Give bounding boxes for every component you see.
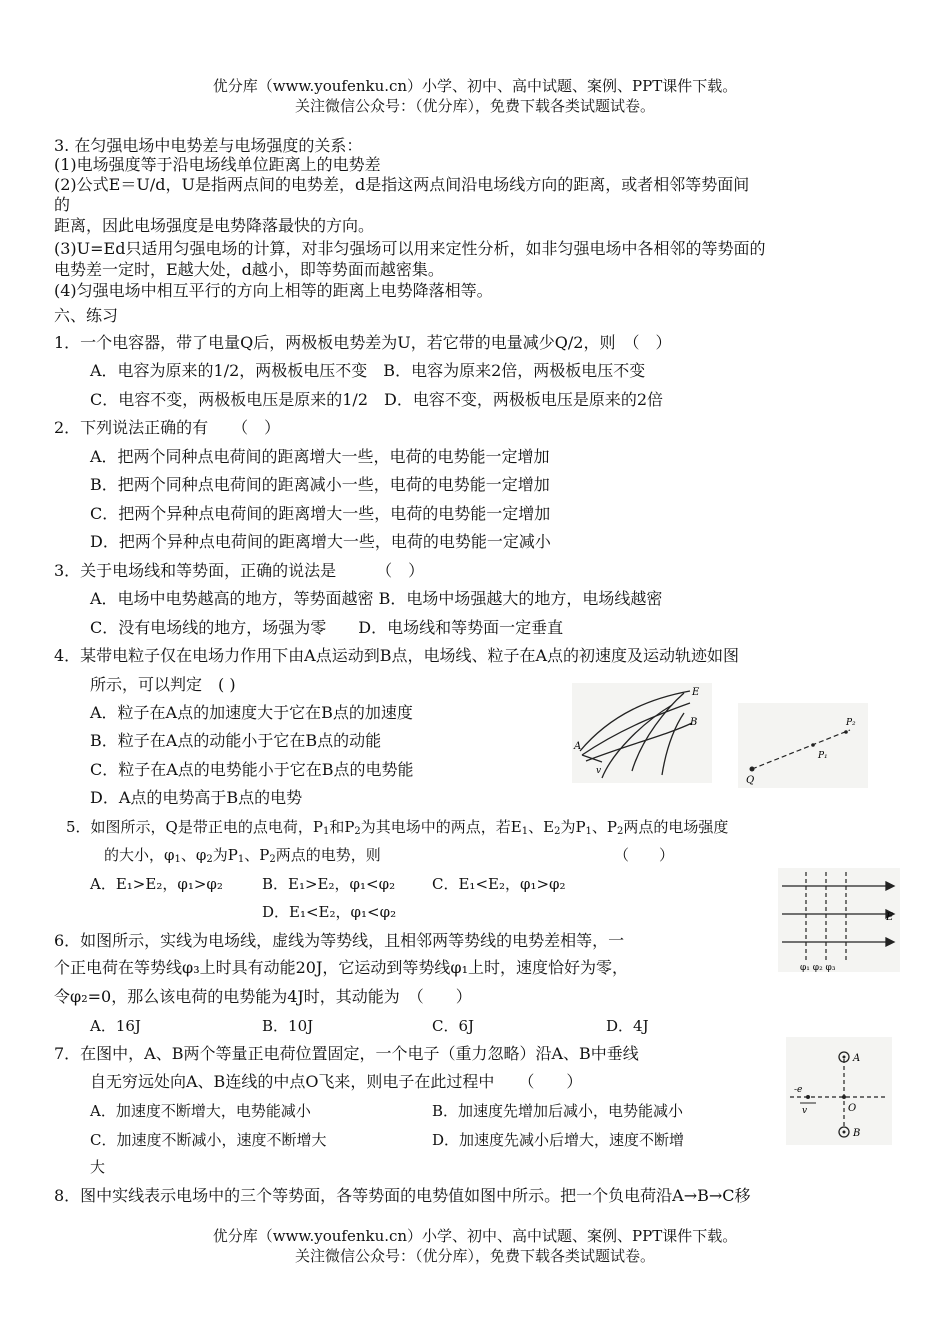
midpoint-o bbox=[842, 1095, 846, 1099]
section-3-p3a: (3)U=Ed只适用匀强电场的计算，对非匀强场可以用来定性分析，如非匀强电场中各相邻的等势面的 bbox=[54, 239, 766, 258]
q6-option-b: B．10J bbox=[262, 1017, 314, 1035]
q7-stem-line-1: 7．在图中，A、B两个等量正电荷位置固定，一个电子（重力忽略）沿A、B中垂线 bbox=[54, 1044, 639, 1063]
section-3-title: 3. 在匀强电场中电势差与电场强度的关系： bbox=[54, 136, 363, 155]
trajectory-line bbox=[632, 693, 684, 771]
q5-stem-line-1: 5．如图所示，Q是带正电的点电荷，$P_1$和$P_2$为其电场中的两点，若$E_1$、$E_2$为$P_1$、$P_2$两点的电场强度 bbox=[66, 818, 729, 837]
fig7-label-a: A bbox=[853, 1053, 861, 1064]
fig7-label-o: O bbox=[848, 1103, 857, 1114]
header-line-2: 关注微信公众号：（优分库），免费下载各类试题试卷。 bbox=[294, 97, 655, 115]
q8-stem-line-1: 8．图中实线表示电场中的三个等势面，各等势面的电势值如图中所示。把一个负电荷沿A→B→C移 bbox=[54, 1186, 751, 1205]
q1-options-ab: A．电容为原来的1/2，两极板电压不变 B．电容为原来2倍，两极板电压不变 bbox=[90, 361, 646, 380]
q4-option-a: A．粒子在A点的加速度大于它在B点的加速度 bbox=[90, 703, 413, 722]
q1-options-cd: C．电容不变，两极板电压是原来的1/2 D．电容不变，两极板电压是原来的2倍 bbox=[90, 390, 664, 409]
section-3-p1: (1)电场强度等于沿电场线单位距离上的电势差 bbox=[54, 155, 381, 174]
q7-option-b: B．加速度先增加后减小，电势能减小 bbox=[432, 1102, 684, 1120]
q3-options-cd: C．没有电场线的地方，场强为零 D．电场线和等势面一定垂直 bbox=[90, 618, 564, 637]
footer-line-1: 优分库（www.youfenku.cn）小学、初中、高中试题、案例、PPT课件下载。 bbox=[212, 1227, 738, 1245]
section-3-p2b: 的 bbox=[54, 195, 71, 214]
q5-answer-paren: （ ） bbox=[614, 846, 675, 864]
fig5-label-p1: P₁ bbox=[818, 751, 828, 761]
q6-option-a: A．16J bbox=[90, 1017, 141, 1035]
q3-stem: 3．关于电场线和等势面，正确的说法是 （ ） bbox=[54, 561, 425, 580]
q4-option-b: B．粒子在A点的动能小于它在B点的动能 bbox=[90, 731, 382, 750]
q2-option-b: B．把两个同种点电荷间的距离减小一些，电荷的电势能一定增加 bbox=[90, 475, 550, 494]
q4-stem-line-1: 4．某带电粒子仅在电场力作用下由A点运动到B点，电场线、粒子在A点的初速度及运动轨迹如图 bbox=[54, 646, 740, 665]
section-3-p3b: 电势差一定时，E越大处，d越小，即等势面而越密集。 bbox=[54, 260, 444, 279]
field-line-2 bbox=[582, 703, 690, 755]
fig7-label-b: B bbox=[853, 1128, 861, 1139]
q7-option-c: C．加速度不断减小，速度不断增大 bbox=[90, 1131, 327, 1149]
q4-stem-line-2: 所示，可以判定 ( ) bbox=[90, 675, 236, 694]
fig6-label-e: E bbox=[886, 912, 894, 923]
q7-option-d-cont: 大 bbox=[90, 1158, 106, 1176]
q7-charges-figure bbox=[786, 1037, 892, 1145]
q5-option-b: B．E₁>E₂，φ₁<φ₂ bbox=[262, 875, 396, 893]
fig6-label-phi: φ₁ φ₂ φ₃ bbox=[800, 963, 836, 972]
header-line-1: 优分库（www.youfenku.cn）小学、初中、高中试题、案例、PPT课件下载。 bbox=[212, 77, 738, 95]
q4-option-d: D．A点的电势高于B点的电势 bbox=[90, 788, 303, 807]
fig7-label-e: -e bbox=[794, 1085, 803, 1095]
q2-stem: 2．下列说法正确的有 （ ） bbox=[54, 418, 281, 437]
footer-line-2: 关注微信公众号：（优分库），免费下载各类试题试卷。 bbox=[294, 1247, 655, 1265]
q3-options-ab: A．电场中电势越高的地方，等势面越密 B．电场中场强越大的地方，电场线越密 bbox=[90, 589, 663, 608]
q7-option-d: D．加速度先减小后增大，速度不断增 bbox=[432, 1131, 685, 1149]
q4-option-c: C．粒子在A点的电势能小于它在B点的电势能 bbox=[90, 760, 414, 779]
section-3-p2a: (2)公式E＝U/d，U是指两点间的电势差，d是指这两点间沿电场线方向的距离，或者相邻等势面间 bbox=[54, 175, 750, 194]
q5-option-a: A．E₁>E₂，φ₁>φ₂ bbox=[90, 875, 223, 893]
q2-option-c: C．把两个异种点电荷间的距离增大一些，电荷的电势能一定增加 bbox=[90, 504, 551, 523]
fig4-label-e: E bbox=[692, 687, 700, 698]
q4-field-figure bbox=[572, 683, 712, 783]
q7-option-a: A．加速度不断增大，电势能减小 bbox=[90, 1102, 311, 1120]
q6-stem-line-3: 令φ₂=0，那么该电荷的电势能为4J时，其动能为 （ ） bbox=[54, 987, 472, 1006]
q6-option-d: D．4J bbox=[606, 1017, 649, 1035]
fig5-label-q: Q bbox=[746, 775, 755, 786]
electron bbox=[806, 1095, 810, 1099]
fig5-label-p2: P₂ bbox=[846, 718, 856, 728]
fig4-label-v: v bbox=[596, 766, 602, 776]
field-line-1 bbox=[580, 691, 690, 751]
fig4-label-b: B bbox=[690, 717, 698, 728]
q2-option-a: A．把两个同种点电荷间的距离增大一些，电荷的电势能一定增加 bbox=[90, 447, 550, 466]
q6-option-c: C．6J bbox=[432, 1017, 475, 1035]
section-6-title: 六、练习 bbox=[54, 306, 119, 325]
fig4-label-a: A bbox=[574, 741, 582, 752]
q6-field-figure bbox=[778, 868, 900, 972]
q5-option-d: D．E₁<E₂，φ₁<φ₂ bbox=[262, 903, 397, 921]
q5-charge-figure bbox=[738, 703, 868, 788]
q6-stem-line-2: 个正电荷在等势线φ₃上时具有动能20J，它运动到等势线φ₁上时，速度恰好为零， bbox=[54, 958, 629, 977]
q5-option-c: C．E₁<E₂，φ₁>φ₂ bbox=[432, 875, 566, 893]
q1-stem: 1．一个电容器，带了电量Q后，两极板电势差为U，若它带的电量减少Q/2，则 （ ） bbox=[54, 333, 672, 352]
q6-stem-line-1: 6．如图所示，实线为电场线，虚线为等势线，且相邻两等势线的电势差相等，一 bbox=[54, 931, 625, 950]
q7-stem-line-2: 自无穷远处向A、B连线的中点O飞来，则电子在此过程中 （ ） bbox=[90, 1072, 583, 1091]
section-3-p4: (4)匀强电场中相互平行的方向上相等的距离上电势降落相等。 bbox=[54, 281, 493, 300]
q5-stem-line-2: 的大小，$\varphi_1$、$\varphi_2$为$P_1$、$P_2$两点的电势，则 bbox=[104, 846, 381, 865]
charge-q-dot bbox=[750, 767, 755, 772]
section-3-p2c: 距离，因此电场强度是电势降落最快的方向。 bbox=[54, 216, 375, 235]
fig7-label-v: v bbox=[802, 1106, 808, 1116]
q2-option-d: D．把两个异种点电荷间的距离增大一些，电荷的电势能一定减小 bbox=[90, 532, 551, 551]
